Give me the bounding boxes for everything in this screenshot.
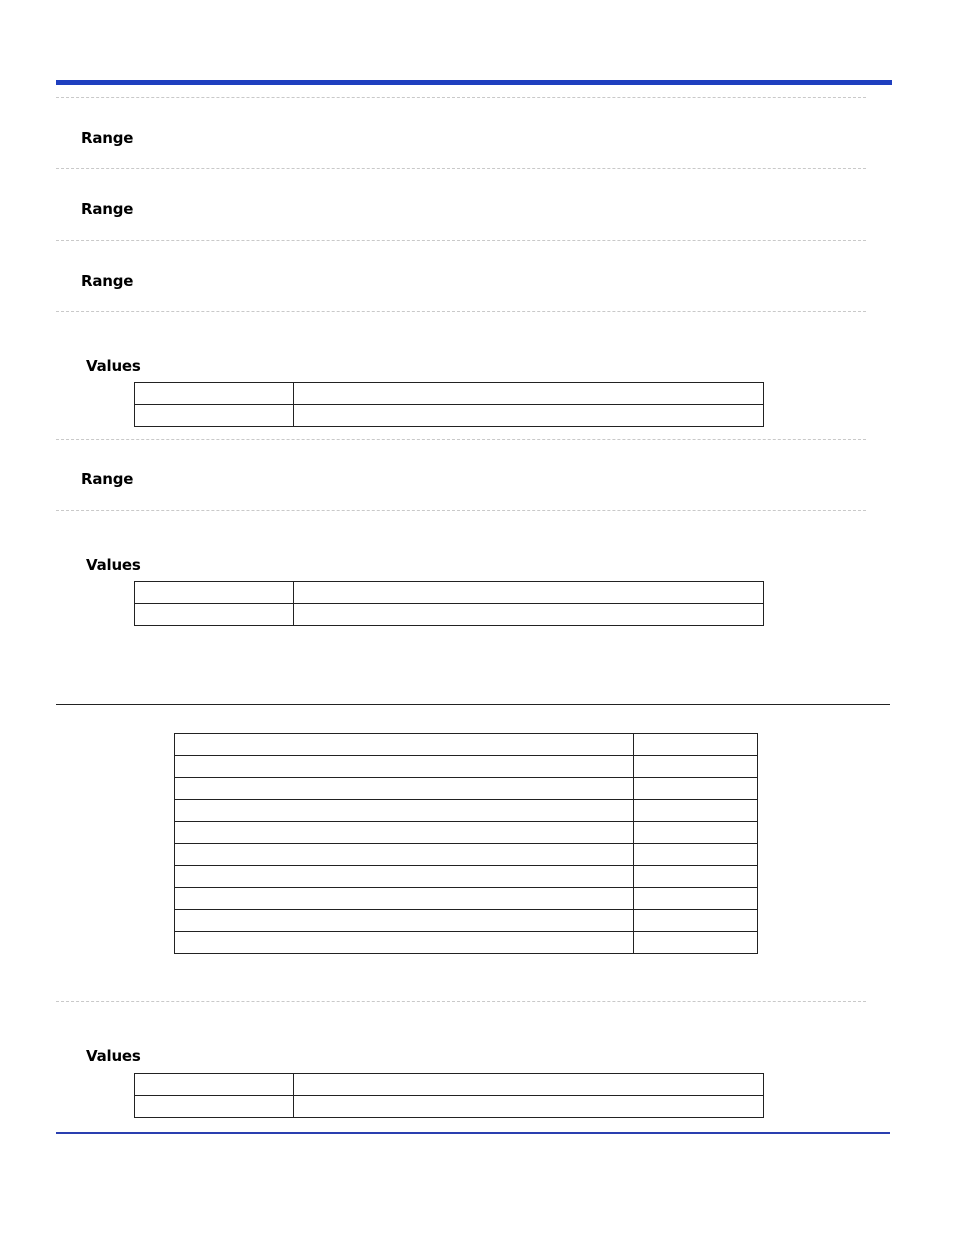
table-cell [175, 888, 634, 910]
range-label: Range [81, 200, 134, 218]
table-cell [135, 582, 294, 604]
section-divider [56, 240, 866, 241]
values-table [134, 382, 764, 427]
range-label: Range [81, 470, 134, 488]
table-row [135, 582, 764, 604]
table-cell [135, 604, 294, 626]
table-cell [135, 1096, 294, 1118]
table-cell [294, 604, 764, 626]
table-cell [135, 405, 294, 427]
table-cell [175, 756, 634, 778]
table-cell [175, 778, 634, 800]
range-label: Range [81, 129, 134, 147]
table-row [175, 844, 758, 866]
table-row [135, 604, 764, 626]
table-cell [634, 844, 758, 866]
table-row [135, 405, 764, 427]
table-row [175, 756, 758, 778]
values-table [134, 581, 764, 626]
table-row [175, 866, 758, 888]
wide-table [174, 733, 758, 954]
table-cell [294, 1074, 764, 1096]
section-divider [56, 439, 866, 440]
table-cell [634, 866, 758, 888]
table-cell [294, 383, 764, 405]
values-label: Values [86, 556, 141, 574]
section-divider [56, 1001, 866, 1002]
table-cell [175, 822, 634, 844]
table-cell [175, 844, 634, 866]
table-cell [175, 800, 634, 822]
section-rule [56, 704, 890, 705]
table-cell [634, 888, 758, 910]
values-table [134, 1073, 764, 1118]
table-cell [135, 383, 294, 405]
table-row [135, 1074, 764, 1096]
table-row [135, 1096, 764, 1118]
table-row [175, 822, 758, 844]
table-cell [175, 866, 634, 888]
section-divider [56, 311, 866, 312]
table-cell [634, 778, 758, 800]
table-cell [175, 734, 634, 756]
table-cell [634, 756, 758, 778]
section-divider [56, 510, 866, 511]
values-label: Values [86, 1047, 141, 1065]
table-cell [294, 405, 764, 427]
section-divider [56, 168, 866, 169]
table-row [175, 932, 758, 954]
values-label: Values [86, 357, 141, 375]
table-cell [634, 800, 758, 822]
table-row [175, 800, 758, 822]
table-cell [294, 1096, 764, 1118]
footer-rule [56, 1132, 890, 1134]
table-cell [294, 582, 764, 604]
table-cell [634, 734, 758, 756]
table-cell [634, 822, 758, 844]
table-row [175, 910, 758, 932]
section-divider [56, 97, 866, 98]
table-cell [634, 910, 758, 932]
table-cell [634, 932, 758, 954]
table-row [175, 888, 758, 910]
range-label: Range [81, 272, 134, 290]
table-cell [175, 932, 634, 954]
table-row [175, 778, 758, 800]
table-cell [135, 1074, 294, 1096]
table-row [175, 734, 758, 756]
table-cell [175, 910, 634, 932]
header-rule [56, 80, 892, 85]
table-row [135, 383, 764, 405]
